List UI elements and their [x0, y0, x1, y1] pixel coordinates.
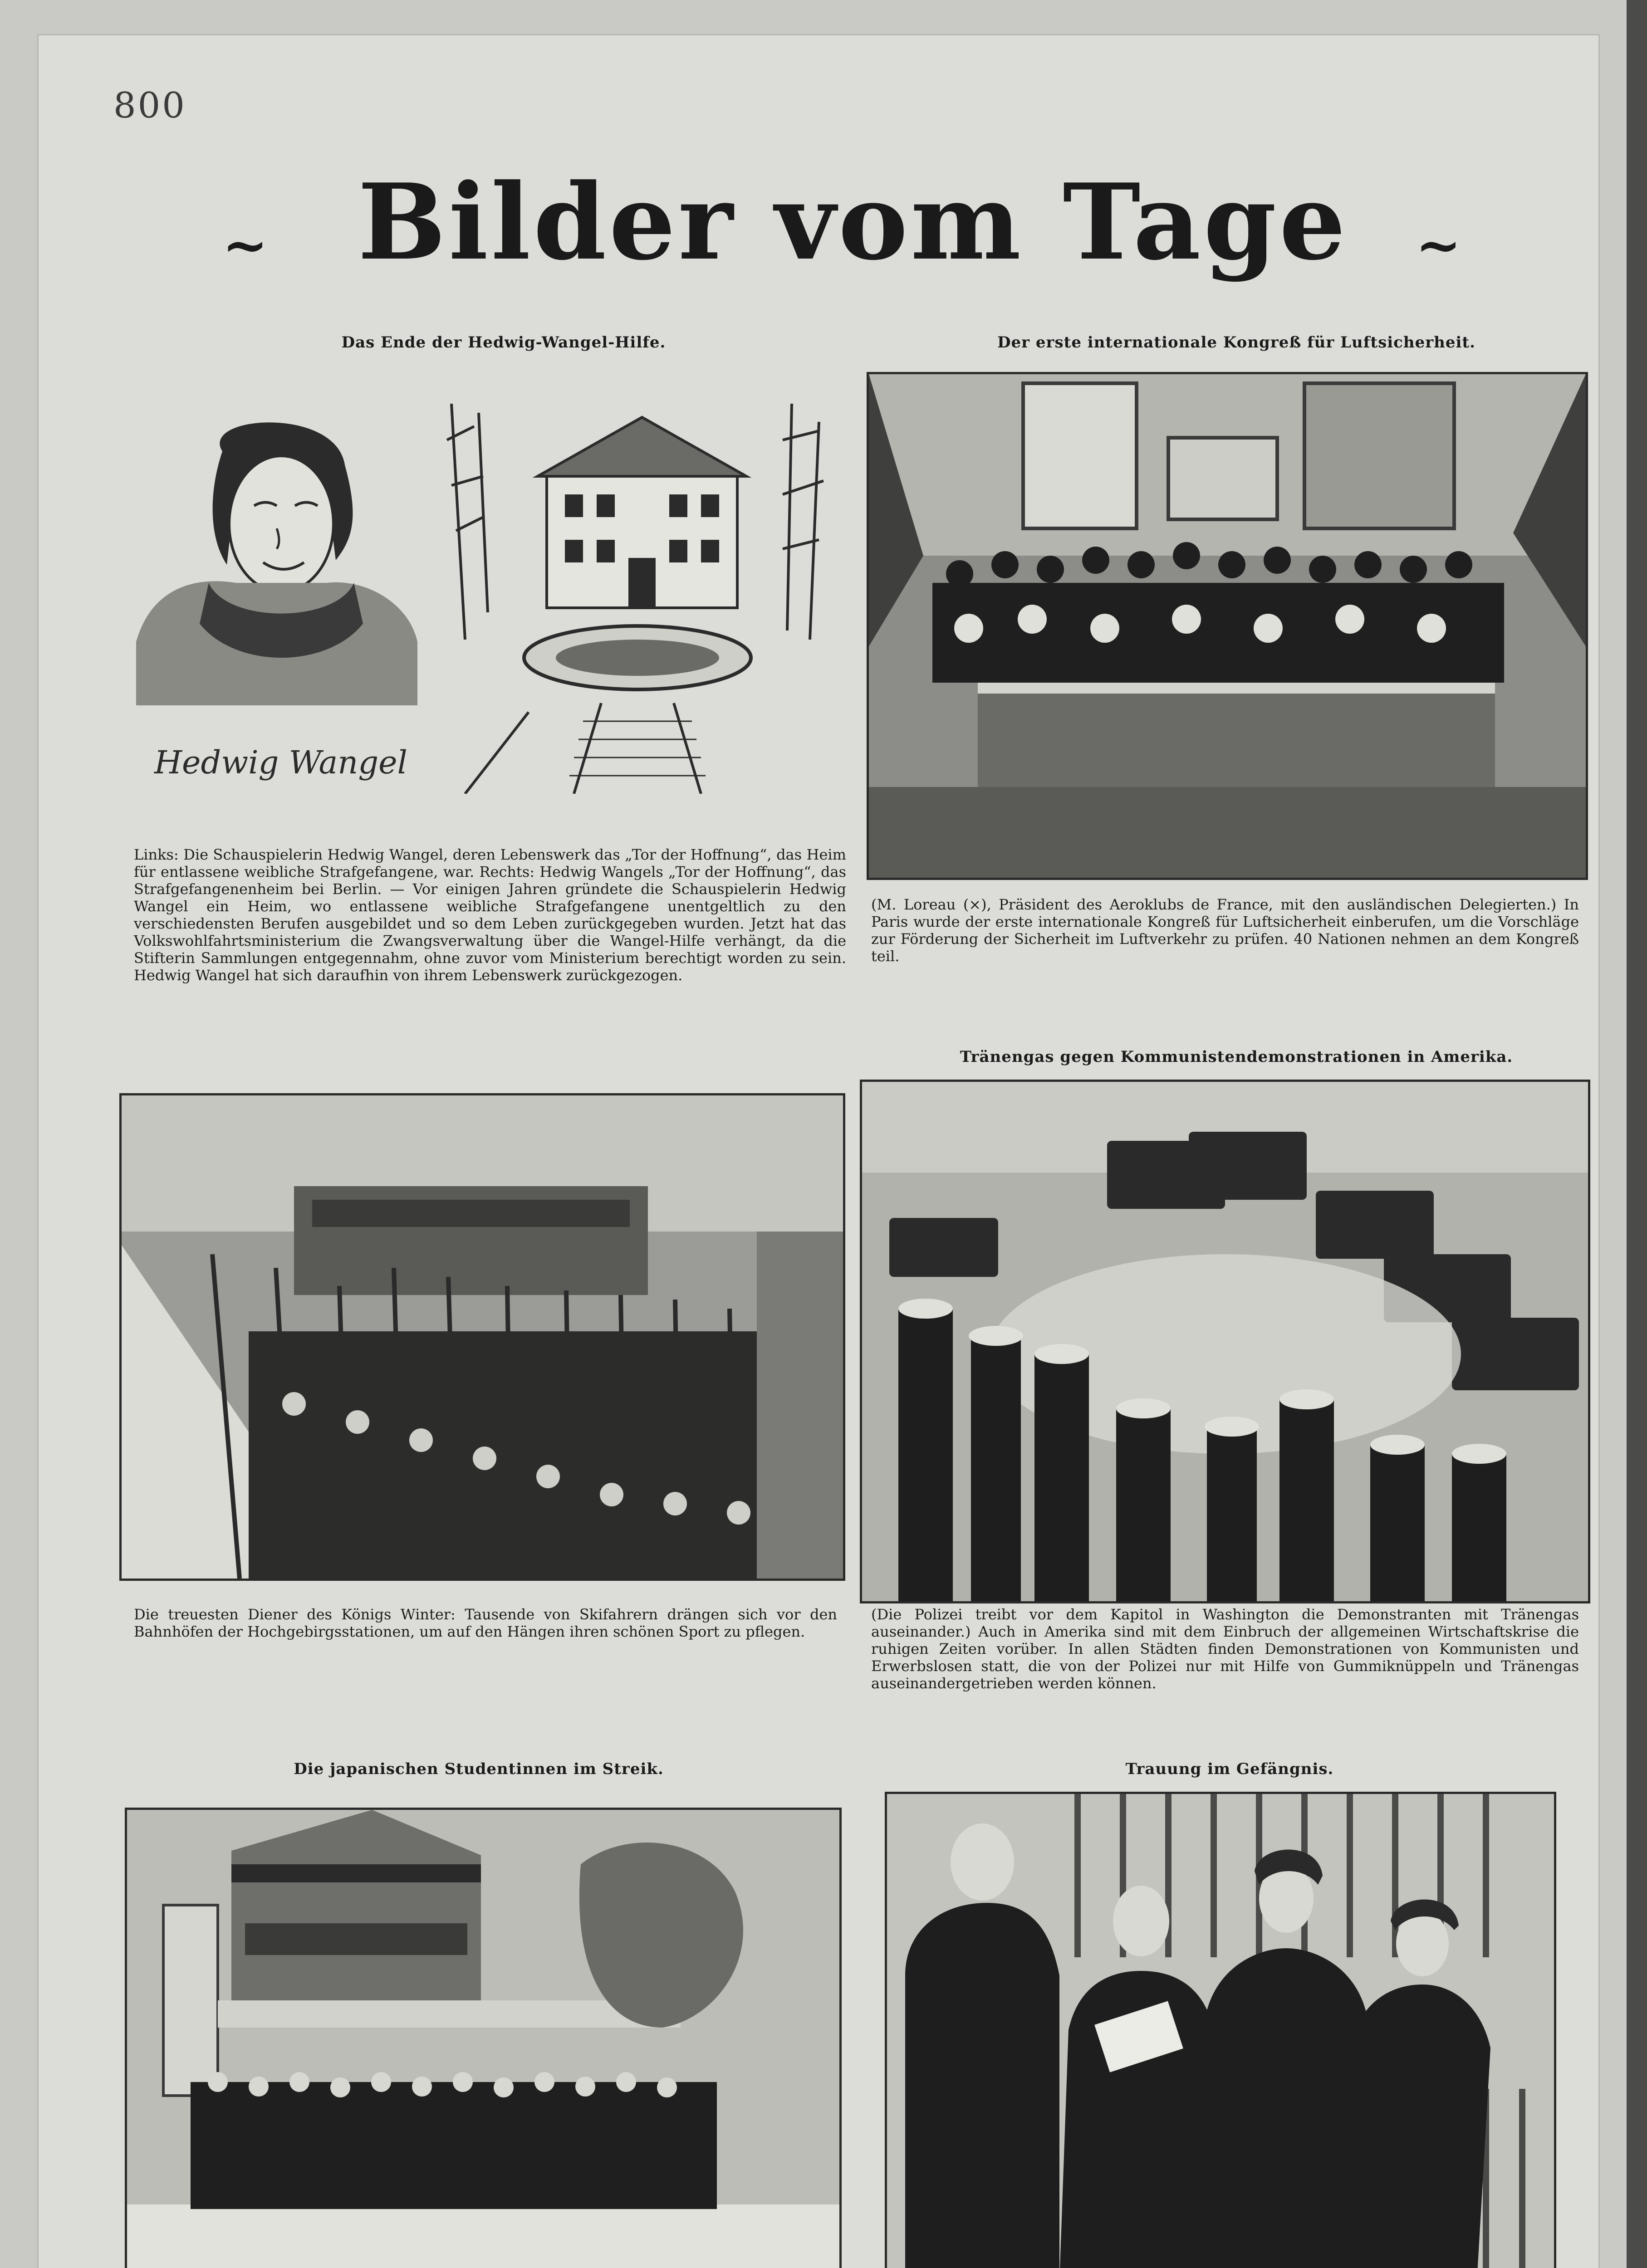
caption-teargas: (Die Polizei treibt vor dem Kapitol in Washington die Demonstranten mit Tränengas auseinander.) Auch in Amerika sind mit dem Einbruch der allgemeinen Wirtschaftskrise die ruhigen Zeiten vorüber. In allen Städten finden Demonstrationen von Kommunisten und Erwerbslosen statt, die von der Polizei nur mit Hilfe von Gummiknüppeln und Tränengas auseinandergetrieben werden können. — [871, 1606, 1579, 1692]
signature-text: Hedwig Wangel — [154, 744, 407, 781]
teargas-photo — [860, 1080, 1590, 1603]
students-photo — [125, 1808, 842, 2268]
house-drawing — [438, 386, 837, 794]
skiers-photo — [119, 1093, 845, 1581]
congress-photo — [867, 372, 1588, 880]
article-heading-teargas: Tränengas gegen Kommunistendemonstrationen in Amerika. — [960, 1048, 1513, 1066]
masthead-ornament-right: ~ — [1416, 213, 1461, 277]
caption-skiers: Die treuesten Diener des Königs Winter: Tausende von Skifahrern drängen sich vor den Bahnhöfen der Hochgebirgsstationen, um auf den Hängen ihren schönen Sport zu pflegen. — [134, 1606, 837, 1640]
article-heading-students: Die japanischen Studentinnen im Streik. — [294, 1760, 664, 1778]
article-heading-wedding: Trauung im Gefängnis. — [1125, 1760, 1334, 1778]
article-heading-wangel: Das Ende der Hedwig-Wangel-Hilfe. — [341, 333, 666, 352]
masthead-ornament-left: ~ — [222, 213, 268, 277]
article-heading-congress: Der erste internationale Kongreß für Luftsicherheit. — [997, 333, 1475, 352]
masthead — [213, 161, 1493, 284]
portrait-drawing — [118, 388, 431, 810]
scan-edge — [1627, 0, 1647, 2268]
caption-congress: (M. Loreau (×), Präsident des Aeroklubs de France, mit den ausländischen Delegierten.) In Paris wurde der erste internationale Kongreß für Luftsicherheit einberufen, um die Vorschläge zur Förderung der Sicherheit im Luftverkehr zu prüfen. 40 Nationen nehmen an dem Kongreß teil. — [871, 896, 1579, 965]
wedding-photo — [885, 1792, 1556, 2268]
masthead-title: Bilder vom Tage — [358, 161, 1348, 284]
caption-wangel: Links: Die Schauspielerin Hedwig Wangel, deren Lebenswerk das „Tor der Hoffnung“, das Heim für entlassene weibliche Strafgefangene, war. Rechts: Hedwig Wangels „Tor der Hoffnung“, das Strafgefangenenheim bei Berlin. — Vor einigen Jahren gründete die Schauspielerin Hedwig Wangel ein Heim, wo entlassene weibliche Strafgefangene unentgeltlich zu den verschiedensten Berufen ausgebildet und so dem Leben zurückgegeben wurden. Jetzt hat das Volkswohlfahrtsministerium die Zwangsverwaltung über die Wangel-Hilfe verhängt, da die Stifterin Sammlungen entgegennahm, ohne zuvor vom Ministerium berechtigt worden zu sein. Hedwig Wangel hat sich daraufhin von ihrem Lebenswerk zurückgezogen. — [134, 846, 846, 984]
page-number: 800 — [113, 85, 186, 126]
